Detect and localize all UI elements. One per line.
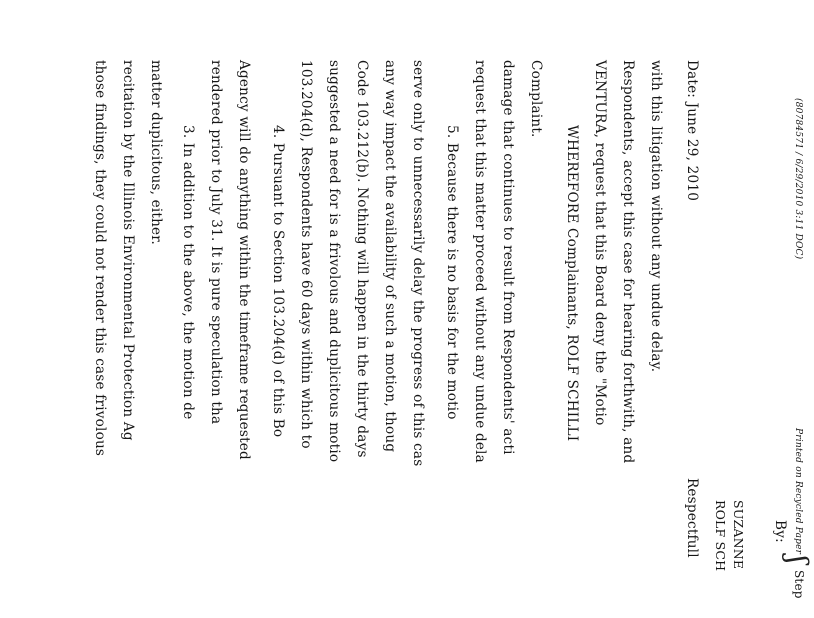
line-9: suggested a need for is a frivolous and duplicitous motio bbox=[326, 60, 342, 463]
line-3: matter duplicitous, either. bbox=[148, 60, 164, 245]
respectfully-text: Respectfull bbox=[684, 478, 700, 558]
line-8: 103.204(d), Respondents have 60 days within which to bbox=[298, 60, 314, 449]
handwritten-signature-icon: ʃ bbox=[781, 556, 814, 564]
line-10: Code 103.212(b). Nothing will happen in the thirty days bbox=[354, 60, 370, 458]
line-20: with this litigation without any undue delay. bbox=[648, 60, 664, 373]
line-6: Agency will do anything within the timeframe requested bbox=[236, 60, 252, 460]
footer-recycled-paper: Printed on Recycled Paper bbox=[793, 428, 803, 555]
line-19: Respondents, accept this case for hearing forthwith, and bbox=[620, 60, 636, 464]
line-16: Complaint. bbox=[528, 60, 544, 138]
line-14: request that this matter proceed without any undue dela bbox=[472, 60, 488, 463]
line-12: serve only to unnecessarily delay the progress of this cas bbox=[410, 60, 426, 467]
line-17: WHEREFORE Complainants, ROLF SCHILLI bbox=[564, 125, 580, 442]
line-11: any way impact the availability of such a motion, thoug bbox=[382, 60, 398, 453]
line-5: rendered prior to July 31. It is pure speculation tha bbox=[208, 60, 224, 425]
line-1: those findings, they could not render this case frivolous bbox=[92, 60, 108, 457]
line-18: VENTURA, request that this Board deny the "Motio bbox=[592, 60, 608, 426]
date-line: Date: June 29, 2010 bbox=[684, 60, 700, 202]
line-7: 4. Pursuant to Section 103.204(d) of this Bo bbox=[270, 125, 286, 438]
line-2: recitation by the Illinois Environmental Protection Ag bbox=[120, 60, 136, 441]
line-15: damage that continues to result from Respondents' acti bbox=[500, 60, 516, 455]
footer-doc-code: (80784571 / 6/29/2010 3:11 DOC) bbox=[793, 98, 803, 260]
line-13: 5. Because there is no basis for the motio bbox=[444, 125, 460, 420]
line-4: 3. In addition to the above, the motion de bbox=[180, 125, 196, 420]
signature-name-1: ROLF SCH bbox=[713, 500, 728, 572]
signer-partial-name: Step bbox=[792, 570, 806, 599]
signature-name-2: SUZANNE bbox=[731, 500, 746, 570]
by-label: By: bbox=[772, 520, 788, 543]
